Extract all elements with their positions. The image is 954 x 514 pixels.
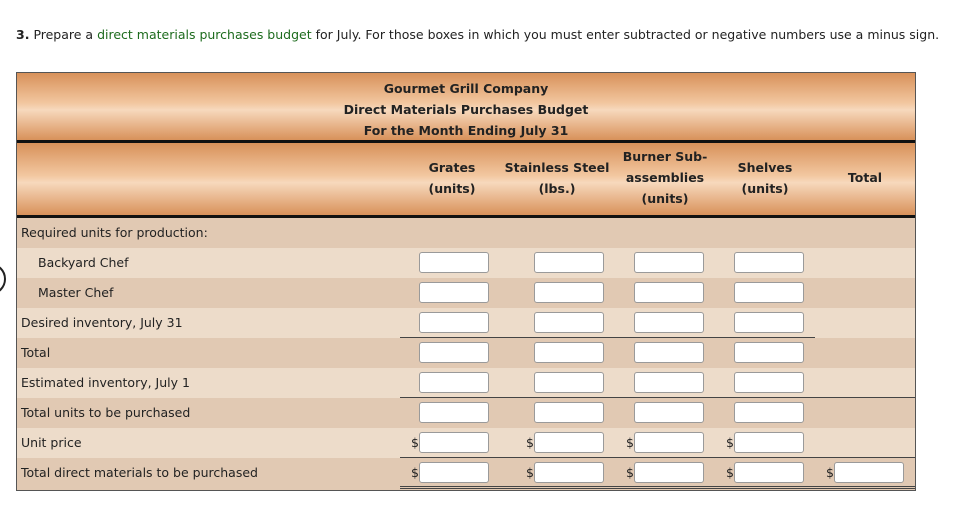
row-desired-inventory	[17, 308, 915, 338]
col-header-line: (units)	[741, 181, 789, 196]
question-number: 3.	[16, 27, 30, 42]
report-title: Direct Materials Purchases Budget	[343, 102, 589, 117]
unit-price-shelves-input[interactable]	[734, 432, 804, 453]
dollar-sign: $	[626, 465, 634, 480]
partial-circle-icon	[0, 263, 6, 295]
total-cost-burner-input[interactable]	[634, 462, 704, 483]
col-header-total	[825, 167, 905, 188]
dollar-sign: $	[726, 435, 734, 450]
col-header-line: Stainless Steel	[504, 160, 610, 175]
estimated-inventory-grates-input[interactable]	[419, 372, 489, 393]
total-cost-grates-input[interactable]	[419, 462, 489, 483]
row-label: Desired inventory, July 31	[21, 315, 183, 330]
backyard-chef-shelves-input[interactable]	[734, 252, 804, 273]
dollar-sign: $	[626, 435, 634, 450]
column-header-band	[17, 143, 915, 218]
desired-inventory-burner-input[interactable]	[634, 312, 704, 333]
master-chef-burner-input[interactable]	[634, 282, 704, 303]
desired-inventory-steel-input[interactable]	[534, 312, 604, 333]
row-label: Total direct materials to be purchased	[21, 465, 258, 480]
col-header-shelves	[725, 157, 805, 199]
units-purchased-steel-input[interactable]	[534, 402, 604, 423]
unit-price-burner-input[interactable]	[634, 432, 704, 453]
backyard-chef-grates-input[interactable]	[419, 252, 489, 273]
row-total	[17, 338, 915, 368]
row-label: Unit price	[21, 435, 82, 450]
total-cost-steel-input[interactable]	[534, 462, 604, 483]
col-header-line: Shelves	[737, 160, 793, 175]
master-chef-grates-input[interactable]	[419, 282, 489, 303]
dollar-sign: $	[826, 465, 834, 480]
col-header-line: (lbs.)	[538, 181, 576, 196]
total-cost-shelves-input[interactable]	[734, 462, 804, 483]
instruction-before: Prepare a	[33, 27, 94, 42]
desired-inventory-grates-input[interactable]	[419, 312, 489, 333]
budget-table	[16, 72, 916, 491]
master-chef-shelves-input[interactable]	[734, 282, 804, 303]
total-burner-input[interactable]	[634, 342, 704, 363]
row-total-direct-materials	[17, 458, 915, 490]
col-header-line: Grates	[428, 160, 476, 175]
unit-price-steel-input[interactable]	[534, 432, 604, 453]
col-header-line: (units)	[641, 191, 689, 206]
report-period: For the Month Ending July 31	[363, 123, 569, 138]
row-label: Total units to be purchased	[21, 405, 191, 420]
col-header-stainless-steel	[502, 157, 612, 199]
row-estimated-inventory	[17, 368, 915, 398]
total-cost-total-input[interactable]	[834, 462, 904, 483]
dollar-sign: $	[526, 435, 534, 450]
units-purchased-burner-input[interactable]	[634, 402, 704, 423]
row-label: Total	[21, 345, 51, 360]
row-required-units	[17, 218, 915, 248]
col-header-burner-subassemblies	[615, 146, 715, 209]
instruction-after: for July. For those boxes in which you must enter subtracted or negative numbers use a minus sign.	[315, 27, 940, 42]
row-label: Required units for production:	[21, 225, 208, 240]
col-header-line: assemblies	[625, 170, 705, 185]
units-purchased-shelves-input[interactable]	[734, 402, 804, 423]
row-label: Estimated inventory, July 1	[21, 375, 190, 390]
row-master-chef	[17, 278, 915, 308]
row-label: Master Chef	[38, 285, 114, 300]
col-header-line: Burner Sub-	[622, 149, 708, 164]
unit-price-grates-input[interactable]	[419, 432, 489, 453]
units-purchased-grates-input[interactable]	[419, 402, 489, 423]
dollar-sign: $	[526, 465, 534, 480]
estimated-inventory-steel-input[interactable]	[534, 372, 604, 393]
dollar-sign: $	[411, 465, 419, 480]
col-header-grates	[412, 157, 492, 199]
dollar-sign: $	[726, 465, 734, 480]
estimated-inventory-burner-input[interactable]	[634, 372, 704, 393]
row-label: Backyard Chef	[38, 255, 129, 270]
estimated-inventory-shelves-input[interactable]	[734, 372, 804, 393]
dollar-sign: $	[411, 435, 419, 450]
total-shelves-input[interactable]	[734, 342, 804, 363]
row-total-units-purchased	[17, 398, 915, 428]
backyard-chef-burner-input[interactable]	[634, 252, 704, 273]
master-chef-steel-input[interactable]	[534, 282, 604, 303]
company-name: Gourmet Grill Company	[383, 81, 549, 96]
total-steel-input[interactable]	[534, 342, 604, 363]
grand-total-double-rule	[400, 486, 915, 489]
row-backyard-chef	[17, 248, 915, 278]
desired-inventory-shelves-input[interactable]	[734, 312, 804, 333]
total-grates-input[interactable]	[419, 342, 489, 363]
title-band	[17, 73, 915, 143]
col-header-line: Total	[847, 170, 883, 185]
row-unit-price	[17, 428, 915, 458]
instruction-text	[16, 27, 946, 42]
backyard-chef-steel-input[interactable]	[534, 252, 604, 273]
col-header-line: (units)	[428, 181, 476, 196]
glossary-term-link[interactable]: direct materials purchases budget	[97, 27, 312, 42]
